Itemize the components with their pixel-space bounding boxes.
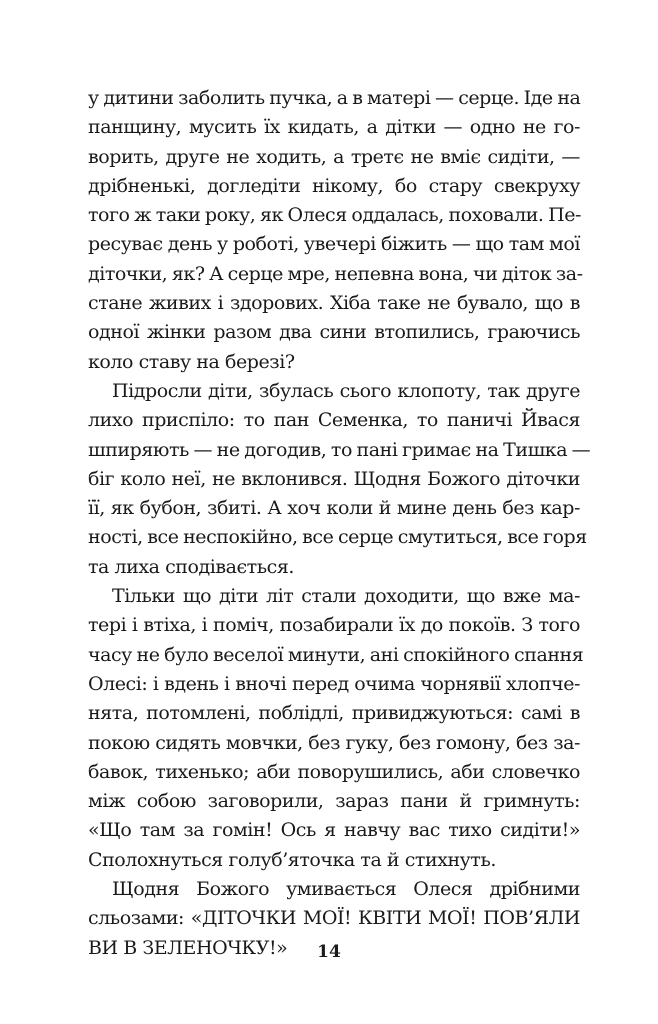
text-line: лихо приспіло: то пан Семенка, то паничі Йвася — [88, 409, 580, 432]
text-line: одної жінки разом два сини втопились, граючись — [88, 321, 580, 344]
text-line: ресуває день у роботі, увечері біжить — що там мої — [88, 233, 580, 256]
text-line: «Що там за гомін! Ось я навчу вас тихо сидіти!» — [88, 819, 580, 842]
paragraph-3 — [88, 582, 584, 875]
text-line: дрібненькі, догледіти нікому, бо стару свекруху — [88, 174, 580, 197]
text-line: у дитини заболить пучка, а в матері — серце. Іде на — [88, 87, 581, 109]
text-line: біг коло неї, не вклонився. Щодня Божого діточки — [88, 467, 580, 490]
text-line: Щодня Божого умивається Олеся дрібними — [112, 878, 580, 901]
text-line: нята, потомлені, поблідлі, привиджуються: самі в — [88, 702, 580, 725]
text-line: Тільки що діти літ стали доходити, що вже ма- — [112, 585, 580, 608]
paragraph-2 — [88, 377, 591, 582]
text-line: діточки, як? А серце мре, непевна вона, чи діток за- — [88, 262, 583, 285]
text-line: ворить, друге не ходить, а третє не вміє сидіти, — — [88, 145, 580, 168]
text-line: часу не було веселої минути, ані спокійного спання — [88, 643, 584, 666]
text-line: коло ставу на березі? — [88, 350, 295, 373]
text-line: стане живих і здорових. Хіба таке не бувало, що в — [88, 292, 580, 315]
text-line: між собою заговорили, зараз пани й гримнуть: — [88, 790, 580, 813]
text-line: Олесі: і вдень і вночі перед очима чорнявії хлопче- — [88, 672, 580, 695]
text-line: того ж таки року, як Олеся оддалась, поховали. Пе- — [88, 204, 581, 227]
page-number: 14 — [317, 942, 341, 962]
text-line: бавок, тихенько; аби поворушились, аби словечко — [88, 760, 580, 783]
text-line: Сполохнуться голуб’яточка та й стихнуть. — [88, 848, 496, 871]
text-line: покою сидять мовчки, без гуку, без гомону, без за- — [88, 731, 580, 754]
text-line: ності, все неспокійно, все серце смутиться, все горя — [88, 526, 587, 549]
body-text — [88, 84, 591, 963]
paragraph-1 — [88, 84, 583, 377]
text-line: Підросли діти, збулась сього клопоту, так друге — [112, 379, 580, 402]
text-line: тері і втіха, і поміч, позабирали їх до покоїв. З того — [88, 614, 580, 637]
text-line: та лиха сподівається. — [88, 555, 294, 578]
text-line: сльозами: «ДІТОЧКИ МОЇ! КВІТИ МОЇ! ПОВ’ЯЛИ — [88, 907, 580, 930]
text-line: шпиряють — не догодив, то пані гримає на Тишка — — [88, 438, 591, 461]
text-line: її, як бубон, збиті. А хоч коли й мине день без кар- — [88, 497, 580, 520]
text-line: ВИ В ЗЕЛЕНОЧКУ!» — [88, 936, 288, 959]
text-line: панщину, мусить їх кидать, а дітки — одно не го- — [88, 116, 580, 139]
